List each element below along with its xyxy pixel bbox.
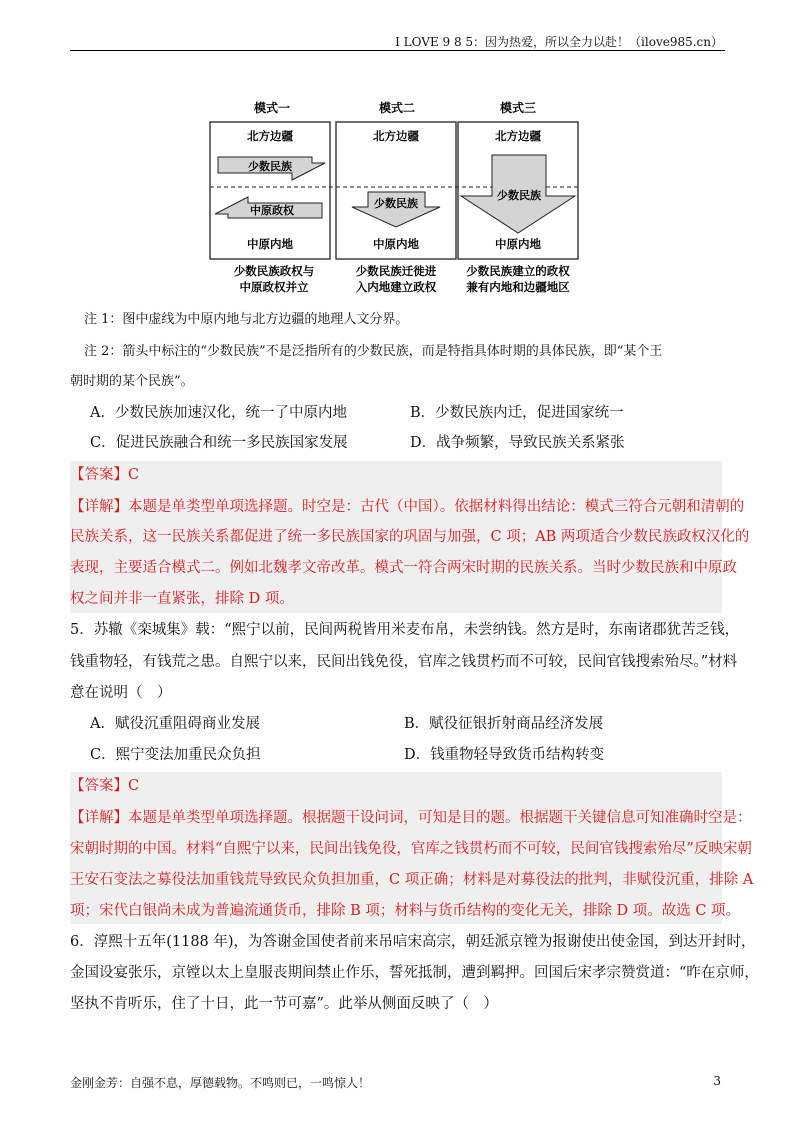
q6-stem-line1: 6．淳熙十五年(1188 年)，为答谢金国使者前来吊唁宋高宗，朝廷派京镗为报谢使出使金国，到达开封时，: [70, 934, 756, 950]
q5-option-b: B．赋役征银折射商品经济发展: [404, 716, 604, 732]
note-1: 注 1：图中虚线为中原内地与北方边疆的地理人文分界。: [84, 312, 409, 327]
mode3-arrow-label: 少数民族: [497, 189, 541, 202]
mode-diagram: [200, 95, 590, 300]
q6-stem-line2: 金国设宴张乐，京镗以太上皇服丧期间禁止作乐，誓死抵制，遭到羁押。回国后宋孝宗赞赏道：“昨在京师，: [70, 965, 759, 981]
q5-detail-text1: 本题是单类型单项选择题。根据题干设问词，可知是目的题。根据题干关键信息可知准确时空是：: [128, 810, 752, 826]
q5-answer-value: C: [128, 778, 140, 794]
mode1-arrow2-label: 中原政权: [250, 204, 294, 217]
mode2-caption-line1: 少数民族迁徙进: [355, 264, 437, 278]
page-header: I LOVE 9 8 5：因为热爱，所以全力以赴！（ilove985.cn）: [395, 35, 723, 49]
q4-detail-line4: 权之间并非一直紧张，排除 D 项。: [70, 591, 294, 607]
header-divider: [70, 50, 725, 51]
q5-option-a: A．赋役沉重阻碍商业发展: [90, 716, 260, 732]
q5-option-d: D．钱重物轻导致货币结构转变: [404, 747, 605, 763]
q4-option-d: D．战争频繁，导致民族关系紧张: [410, 435, 625, 451]
q4-detail-line1: [70, 497, 745, 517]
mode2-title: 模式二: [378, 101, 416, 115]
q5-option-c: C．熙宁变法加重民众负担: [90, 747, 261, 763]
mode3-top-label: 北方边疆: [495, 129, 541, 143]
q4-option-b: B．少数民族内迁，促进国家统一: [410, 405, 624, 421]
mode2-caption-line2: 入内地建立政权: [355, 280, 437, 294]
q4-detail-tag: 【详解】: [70, 499, 128, 515]
mode1-top-label: 北方边疆: [247, 129, 293, 143]
q5-answer: [70, 776, 725, 796]
footer-motto: 金刚金芳：自强不息，厚德载物。不鸣则已，一鸣惊人！: [70, 1076, 371, 1090]
q4-answer-value: C: [128, 467, 140, 483]
q5-stem-line2: 钱重物轻，有钱荒之患。自熙宁以来，民间出钱免役，官库之钱贯朽而不可较，民间官钱搜索殆尽。”材料: [70, 654, 738, 670]
mode2-arrow-label: 少数民族: [374, 197, 418, 210]
q5-stem-line1: 5．苏辙《栾城集》载：“熙宁以前，民间两税皆用米麦布帛，未尝纳钱。然方是时，东南诸郡犹苦乏钱，: [70, 622, 740, 638]
q4-answer-tag: 【答案】: [70, 467, 128, 483]
mode3-bottom-label: 中原内地: [495, 237, 541, 251]
mode1-caption-line2: 中原政权并立: [239, 280, 309, 294]
q6-stem-line3: 坚执不肯听乐，住了十日，此一节可嘉”。此举从侧面反映了（ ）: [70, 996, 498, 1012]
mode3-title: 模式三: [499, 101, 537, 115]
mode2-top-label: 北方边疆: [373, 129, 419, 143]
q4-answer: [70, 465, 725, 485]
mode1-title: 模式一: [253, 101, 291, 115]
mode2-bottom-label: 中原内地: [373, 237, 419, 251]
q5-detail-line2: 宋朝时期的中国。材料“自熙宁以来，民间出钱免役，官库之钱贯朽而不可较，民间官钱搜索殆尽”反映宋朝: [70, 841, 752, 857]
mode1-caption-line1: 少数民族政权与: [233, 264, 315, 278]
page-number: 3: [713, 1074, 721, 1088]
q4-detail-line3: 表现，主要适合模式二。例如北魏孝文帝改革。模式一符合两宋时期的民族关系。当时少数民族和中原政: [70, 560, 737, 576]
q5-detail-tag: 【详解】: [70, 810, 128, 826]
mode1-bottom-label: 中原内地: [247, 237, 293, 251]
q4-detail-line2: 民族关系，这一民族关系都促进了统一多民族国家的巩固与加强，C 项；AB 两项适合少数民族政权汉化的: [70, 529, 750, 545]
note-2-line2: 朝时期的某个民族”。: [70, 374, 194, 389]
q5-detail-line3: 王安石变法之募役法加重钱荒导致民众负担加重，C 项正确；材料是对募役法的批判，非赋役沉重，排除 A: [70, 872, 754, 888]
mode3-caption-line1: 少数民族建立的政权: [466, 264, 570, 278]
q4-detail-text1: 本题是单类型单项选择题。时空是：古代（中国）。依据材料得出结论：模式三符合元朝和清朝的: [128, 499, 745, 515]
mode1-arrow1-label: 少数民族: [248, 160, 292, 173]
q5-detail-line1: [70, 808, 752, 828]
q5-detail-line4: 项；宋代白银尚未成为普遍流通货币，排除 B 项；材料与货币结构的变化无关，排除 D 项。故选 C 项。: [70, 903, 741, 919]
mode3-caption-line2: 兼有内地和边疆地区: [466, 280, 570, 294]
q4-option-a: A．少数民族加速汉化，统一了中原内地: [90, 405, 347, 421]
q4-option-c: C．促进民族融合和统一多民族国家发展: [90, 435, 348, 451]
q5-stem-line3: 意在说明（ ）: [70, 685, 172, 701]
q5-answer-tag: 【答案】: [70, 778, 128, 794]
note-2-line1: 注 2：箭头中标注的“少数民族”不是泛指所有的少数民族，而是特指具体时期的具体民族，即“某个王: [84, 344, 663, 359]
